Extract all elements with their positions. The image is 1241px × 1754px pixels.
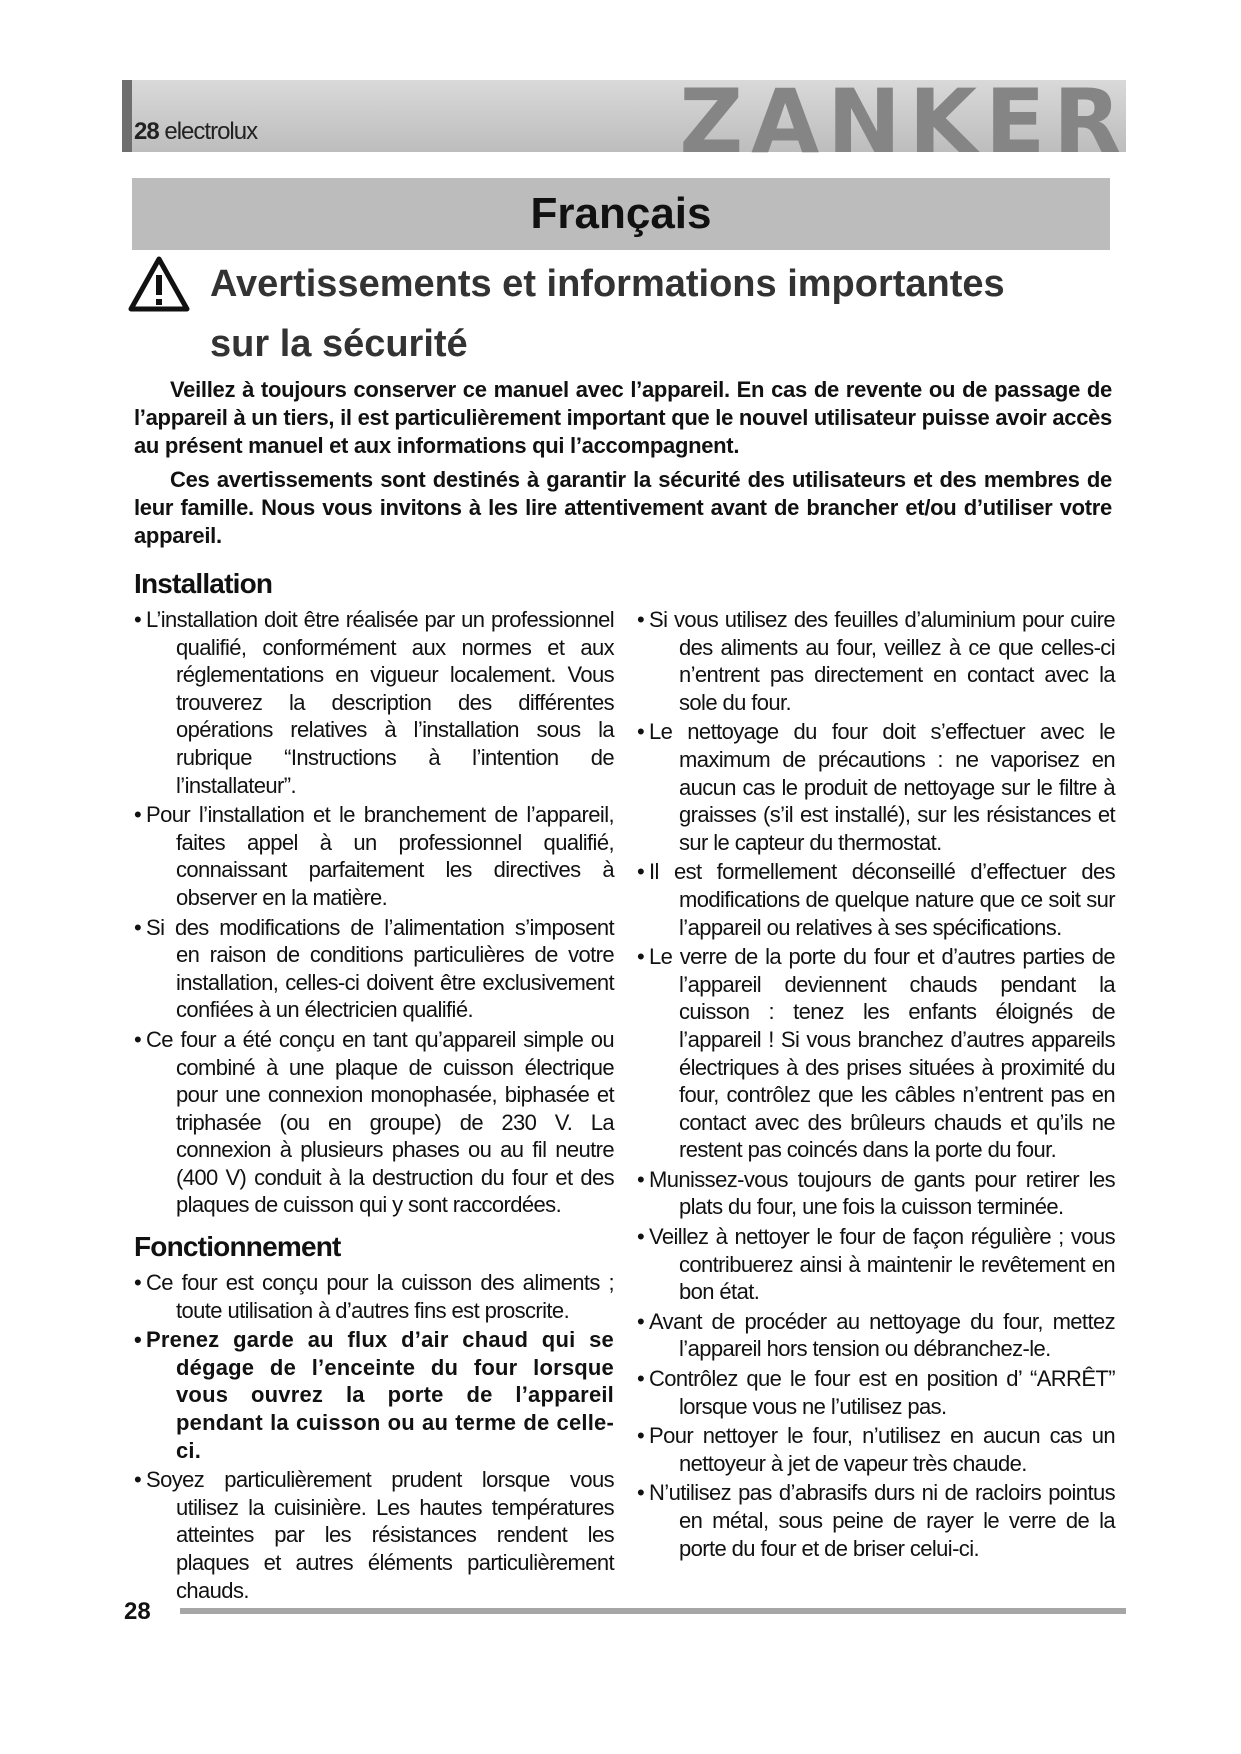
- page-title-line1: Avertissements et informations importantes: [210, 263, 1005, 305]
- list-item: • L’installation doit être réalisée par un professionnel qualifié, conformément aux normes et aux réglementations en vigueur localement. Vous trouverez la description des différentes opérations relatives à l’installation sous la rubrique “Instructions à l’intention de l’installateur”.: [134, 606, 614, 799]
- list-item: • Il est formellement déconseillé d’effectuer des modifications de quelque nature que ce soit sur l’appareil ou relatives à ses spécifications.: [637, 858, 1115, 941]
- list-item: • N’utilisez pas d’abrasifs durs ni de racloirs pointus en métal, sous peine de rayer le verre de la porte du four et de briser celui-ci.: [637, 1479, 1115, 1562]
- language-title: Français: [530, 189, 712, 238]
- list-item: • Le nettoyage du four doit s’effectuer avec le maximum de précautions : ne vaporisez en aucun cas le produit de nettoyage sur le filtre à graisses (s’il est installé), sur les résistances et sur le capteur du thermostat.: [637, 718, 1115, 856]
- list-item: • Si vous utilisez des feuilles d’aluminium pour cuire des aliments au four, veillez à ce que celles-ci n’entrent pas directement en contact avec la sole du four.: [637, 606, 1115, 716]
- footer-page-number: 28: [124, 1598, 151, 1625]
- intro-paragraph: Veillez à toujours conserver ce manuel avec l’appareil. En cas de revente ou de passage de l’appareil à un tiers, il est particulièrement important que le nouvel utilisateur puisse avoir accès au présent manuel et aux informations qui l’accompagnent.: [134, 377, 1112, 458]
- list-item: • Avant de procéder au nettoyage du four, mettez l’appareil hors tension ou débranchez-le.: [637, 1308, 1115, 1363]
- language-bar: [132, 178, 1110, 250]
- page-title-line2: sur la sécurité: [210, 323, 468, 365]
- list-item: • Le verre de la porte du four et d’autres parties de l’appareil deviennent chauds pendant la cuisson : tenez les enfants éloignés de l’appareil ! Si vous branchez d’autres appareils électriques à des prises situées à proximité du four, contrôlez que les câbles n’entrent pas en contact avec des brûleurs chauds et qu’ils ne restent pas coincés dans la porte du four.: [637, 943, 1115, 1164]
- footer-rule: [180, 1608, 1126, 1614]
- list-item: • Pour nettoyer le four, n’utilisez en aucun cas un nettoyeur à jet de vapeur très chaude.: [637, 1422, 1115, 1477]
- list-item: • Contrôlez que le four est en position d’ “ARRÊT” lorsque vous ne l’utilisez pas.: [637, 1365, 1115, 1420]
- header-stripe: [122, 80, 132, 152]
- header-label: [134, 118, 257, 146]
- header-page-number: 28: [134, 118, 159, 145]
- list-item-warning: • Prenez garde au flux d’air chaud qui se dégage de l’enceinte du four lorsque vous ouvrez la porte de l’appareil pendant la cuisson ou au terme de celle-ci.: [134, 1326, 614, 1464]
- intro-text: [134, 376, 1112, 556]
- right-column: [637, 606, 1115, 1564]
- intro-paragraph: Ces avertissements sont destinés à garantir la sécurité des utilisateurs et des membres de leur famille. Nous vous invitons à les lire attentivement avant de brancher et/ou d’utiliser votre appareil.: [134, 467, 1112, 548]
- list-item: • Ce four a été conçu en tant qu’appareil simple ou combiné à une plaque de cuisson électrique pour une connexion monophasée, biphasée et triphasée (ou en groupe) de 230 V. La connexion à plusieurs phases ou au fil neutre (400 V) conduit à la destruction du four et des plaques de cuisson qui y sont raccordées.: [134, 1026, 614, 1219]
- brand-logo: ZANKER: [679, 70, 1129, 173]
- list-item: • Pour l’installation et le branchement de l’appareil, faites appel à un professionnel qualifié, connaissant parfaitement les directives à observer en la matière.: [134, 801, 614, 911]
- section-heading-installation: Installation: [134, 568, 273, 599]
- list-item: • Ce four est conçu pour la cuisson des aliments ; toute utilisation à d’autres fins est proscrite.: [134, 1269, 614, 1324]
- warning-triangle-icon: [128, 256, 190, 312]
- list-item: • Veillez à nettoyer le four de façon régulière ; vous contribuerez ainsi à maintenir le revêtement en bon état.: [637, 1223, 1115, 1306]
- header-publisher: electrolux: [164, 118, 258, 145]
- left-column: [134, 566, 614, 1606]
- list-item: • Si des modifications de l’alimentation s’imposent en raison de conditions particulières de votre installation, celles-ci doivent être exclusivement confiées à un électricien qualifié.: [134, 914, 614, 1024]
- list-item: • Munissez-vous toujours de gants pour retirer les plats du four, une fois la cuisson terminée.: [637, 1166, 1115, 1221]
- page-title: [210, 254, 1110, 374]
- section-heading-fonctionnement: Fonctionnement: [134, 1231, 341, 1263]
- list-item: • Soyez particulièrement prudent lorsque vous utilisez la cuisinière. Les hautes températures atteintes par les résistances rendent les plaques et autres éléments particulièrement chauds.: [134, 1466, 614, 1604]
